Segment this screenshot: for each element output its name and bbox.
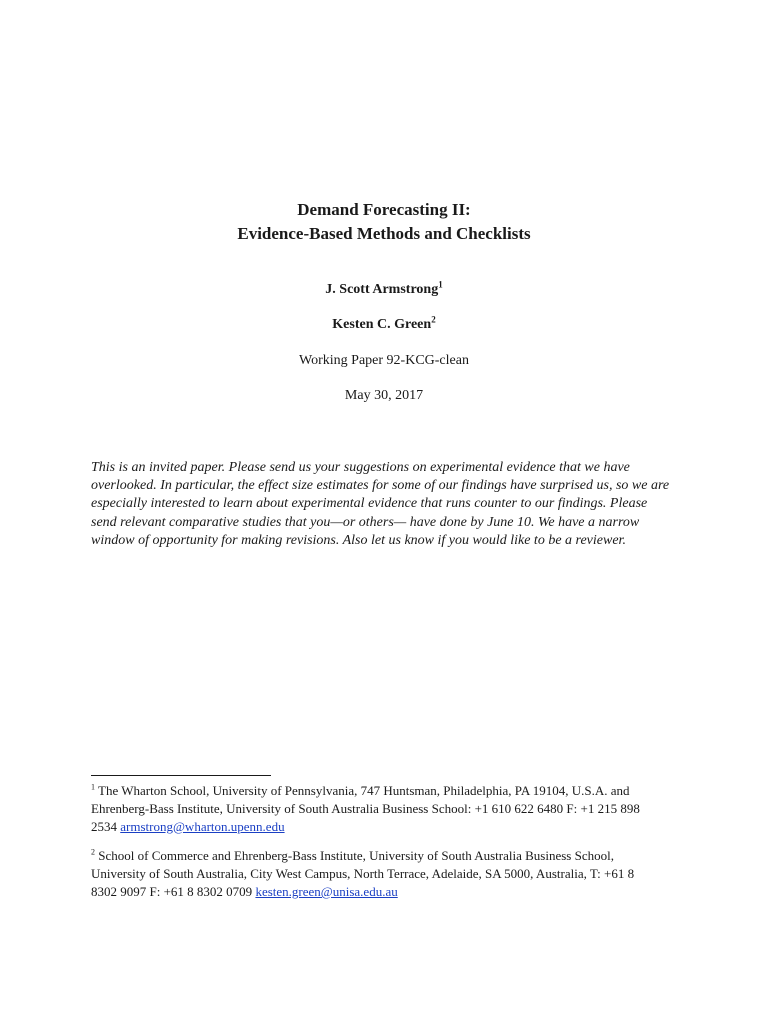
footnote-text: 2534 bbox=[91, 819, 121, 834]
author-green bbox=[0, 316, 768, 334]
footnote-mark: 1 bbox=[91, 782, 95, 792]
footnote-text: The Wharton School, University of Pennsylvania, 747 Huntsman, Philadelphia, PA 19104, U.S.A. and bbox=[95, 783, 630, 798]
email-link-green[interactable]: kesten.green@unisa.edu.au bbox=[255, 884, 398, 899]
note-line: window of opportunity for making revisions. Also let us know if you would like to be a reviewer. bbox=[91, 532, 626, 548]
footnote-2 bbox=[91, 847, 691, 901]
footnote-mark[interactable]: 2 bbox=[431, 314, 436, 325]
author-armstrong bbox=[0, 281, 768, 299]
paper-title bbox=[0, 198, 768, 246]
footnote-line bbox=[91, 883, 691, 901]
note-line: especially interested to learn about experimental evidence that runs counter to our findings. Please bbox=[91, 496, 648, 512]
paper-date: May 30, 2017 bbox=[344, 388, 424, 403]
footnote-line bbox=[91, 782, 691, 800]
working-paper-number: Working Paper 92-KCG-clean bbox=[299, 353, 469, 368]
footnote-line: University of South Australia, City West Campus, North Terrace, Adelaide, SA 5000, Australia, T: +61 8 bbox=[91, 866, 635, 881]
note-line: send relevant comparative studies that you—or others— have done by June 10. We have a narrow bbox=[91, 514, 640, 530]
footnote-line bbox=[91, 818, 691, 836]
author-name: J. Scott Armstrong bbox=[325, 282, 439, 297]
footnote-1 bbox=[91, 782, 691, 836]
invited-paper-note bbox=[91, 459, 679, 550]
footnote-text: 8302 9097 F: +61 8 8302 0709 bbox=[91, 884, 256, 899]
title-line-2: Evidence-Based Methods and Checklists bbox=[237, 224, 531, 243]
note-line: overlooked. In particular, the effect size estimates for some of our findings have surprised us, so we are bbox=[91, 478, 670, 494]
footnote-line bbox=[91, 847, 691, 865]
footnote-text: School of Commerce and Ehrenberg-Bass Institute, University of South Australia Business School, bbox=[95, 848, 614, 863]
footnote-divider bbox=[91, 775, 271, 776]
footnote-mark: 2 bbox=[91, 847, 95, 857]
footnote-line: Ehrenberg-Bass Institute, University of South Australia Business School: +1 610 622 6480 F: +1 215 898 bbox=[91, 801, 640, 816]
note-line: This is an invited paper. Please send us your suggestions on experimental evidence that we have bbox=[91, 460, 630, 475]
author-name: Kesten C. Green bbox=[332, 317, 432, 332]
footnote-mark[interactable]: 1 bbox=[438, 279, 443, 290]
title-line-1: Demand Forecasting II: bbox=[297, 200, 471, 219]
email-link-armstrong[interactable]: armstrong@wharton.upenn.edu bbox=[120, 819, 285, 834]
